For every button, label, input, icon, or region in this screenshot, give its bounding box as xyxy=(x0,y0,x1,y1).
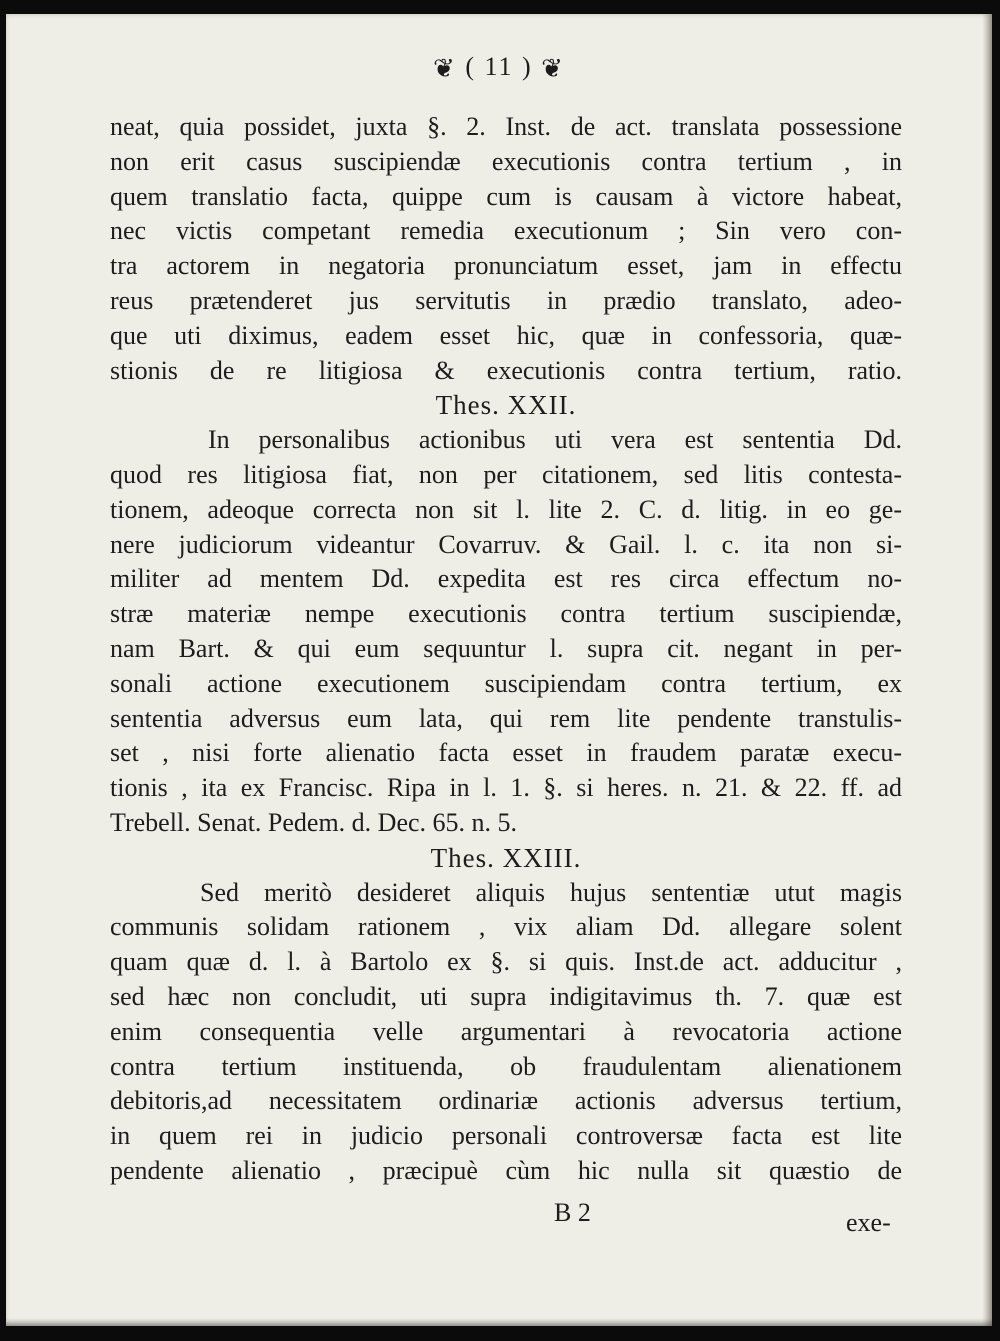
text-line: communis solidam rationem , vix aliam Dd. allegare solent xyxy=(110,912,902,942)
text-line: nam Bart. & qui eum sequuntur l. supra cit. negant in per- xyxy=(110,633,902,663)
text-line: sed hæc non concludit, uti supra indigitavimus th. 7. quæ est xyxy=(110,981,902,1011)
page-header xyxy=(6,52,992,84)
text-line: non erit casus suscipiendæ executionis contra tertium , in xyxy=(110,146,902,176)
text-line: Trebell. Senat. Pedem. d. Dec. 65. n. 5. xyxy=(110,807,518,837)
text-line: stionis de re litigiosa & executionis contra tertium, ratio. xyxy=(110,355,902,385)
text-line: tra actorem in negatoria pronunciatum esset, jam in effectu xyxy=(110,251,902,281)
text-line: reus prætenderet jus servitutis in prædio translato, adeo- xyxy=(110,285,902,315)
text-line: debitoris,ad necessitatem ordinariæ actionis adversus tertium, xyxy=(110,1086,902,1116)
text-line: que uti diximus, eadem esset hic, quæ in confessoria, quæ- xyxy=(110,320,902,350)
text-line: sententia adversus eum lata, qui rem lite pendente transtulis- xyxy=(110,703,902,733)
text-line: militer ad mentem Dd. expedita est res circa effectum no- xyxy=(110,564,902,594)
text-line: neat, quia possidet, juxta §. 2. Inst. de act. translata possessione xyxy=(110,112,902,141)
text-line: enim consequentia velle argumentari à revocatoria actione xyxy=(110,1016,902,1046)
catchword: exe- xyxy=(846,1208,891,1237)
text-line: contra tertium instituenda, ob fraudulentam alienationem xyxy=(110,1051,902,1081)
text-line: quod res litigiosa fiat, non per citationem, sed litis contesta- xyxy=(110,459,902,489)
text-line: nere judiciorum videantur Covarruv. & Gail. l. c. ita non si- xyxy=(110,529,902,559)
text-line: in quem rei in judicio personali controversæ facta est lite xyxy=(110,1121,902,1151)
text-line: In personalibus actionibus uti vera est sententia Dd. xyxy=(208,425,902,455)
text-line: set , nisi forte alienatio facta esset in fraudem paratæ execu- xyxy=(110,738,902,768)
thesis-22-heading: Thes. XXII. xyxy=(435,390,577,421)
ornament-left-icon: ❦ xyxy=(433,54,457,84)
text-line: sonali actione executionem suscipiendam contra tertium, ex xyxy=(110,668,902,698)
text-line: Sed meritò desideret aliquis hujus sententiæ utut magis xyxy=(200,877,902,907)
text-line: tionis , ita ex Francisc. Ripa in l. 1. §. si heres. n. 21. & 22. ff. ad xyxy=(110,773,902,803)
text-line: nec victis competant remedia executionum ; Sin vero con- xyxy=(110,216,902,246)
page-sheet xyxy=(6,14,992,1326)
page-edge-shadow xyxy=(982,14,992,1326)
text-line: stræ materiæ nempe executionis contra tertium suscipiendæ, xyxy=(110,599,902,629)
page-bottom-shadow xyxy=(6,1318,992,1326)
ornament-right-icon: ❦ xyxy=(541,54,565,84)
body-text xyxy=(110,110,902,1189)
page-number: ( 11 ) xyxy=(465,52,533,81)
signature-mark: B 2 xyxy=(554,1198,591,1227)
text-line: quam quæ d. l. à Bartolo ex §. si quis. Inst.de act. adducitur , xyxy=(110,947,902,977)
thesis-23-heading: Thes. XXIII. xyxy=(430,842,582,873)
text-line: pendente alienatio , præcipuè cùm hic nulla sit quæstio de xyxy=(110,1155,902,1185)
text-line: tionem, adeoque correcta non sit l. lite 2. C. d. litig. in eo ge- xyxy=(110,494,902,524)
text-line: quem translatio facta, quippe cum is causam à victore habeat, xyxy=(110,181,902,211)
